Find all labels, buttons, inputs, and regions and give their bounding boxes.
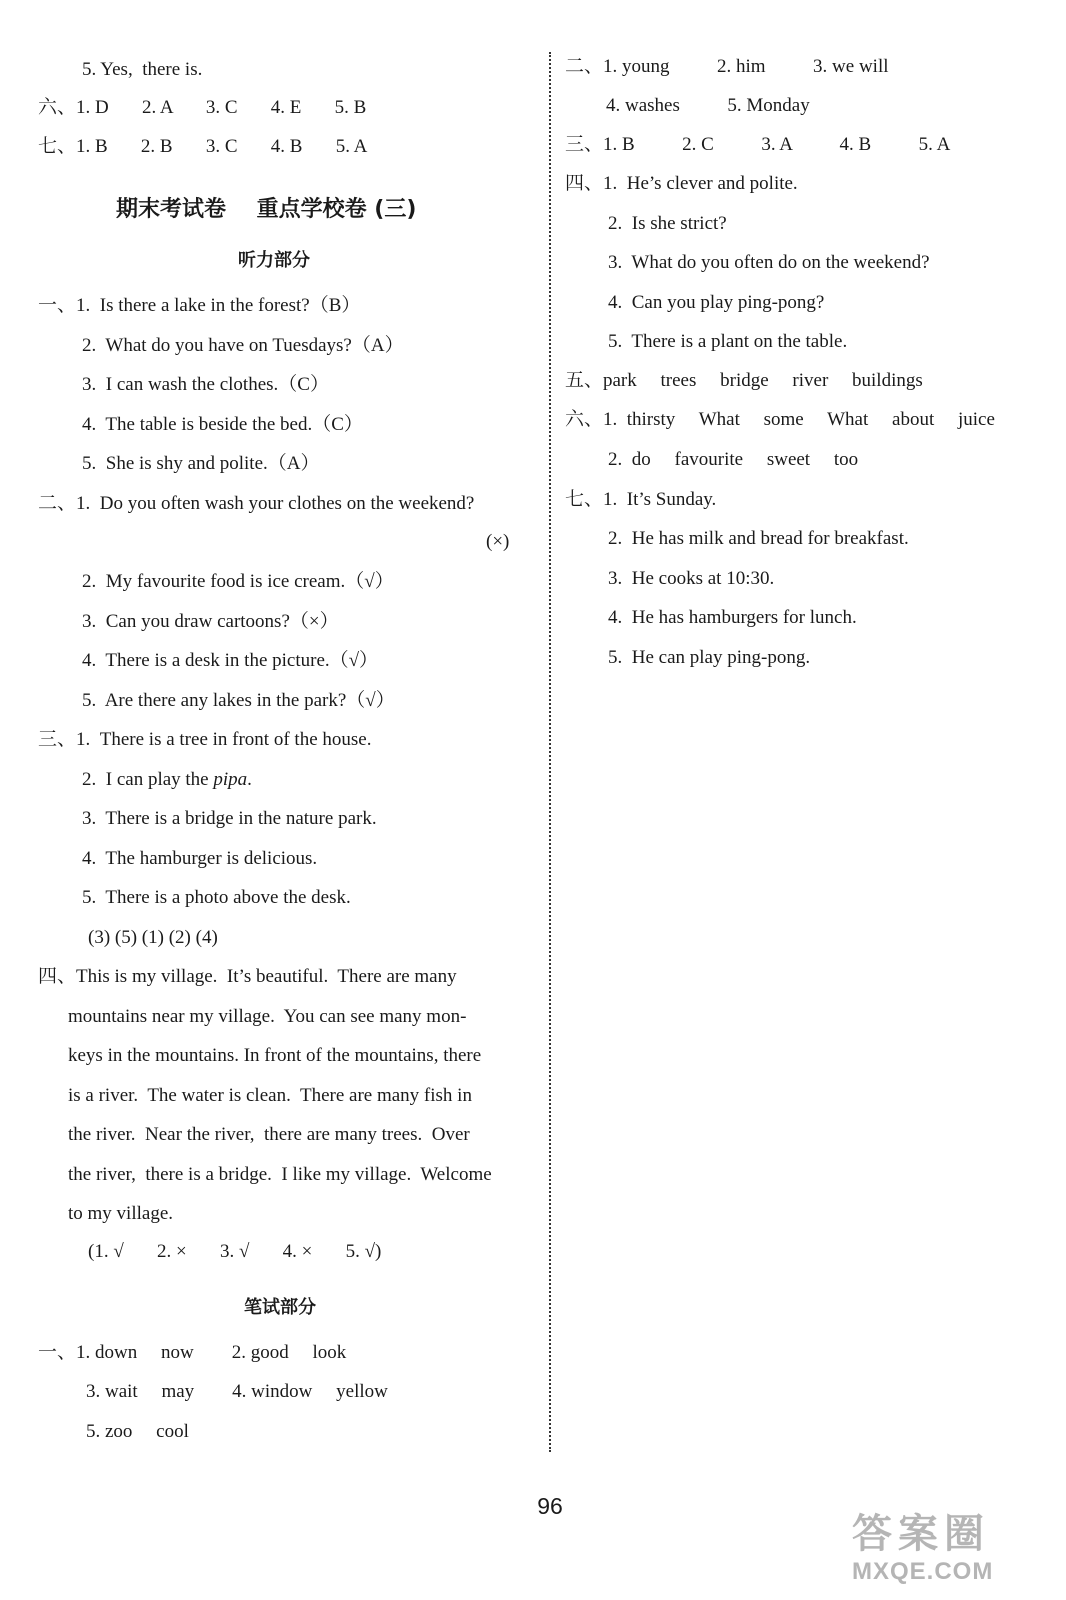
right-sec4-3: 3. What do you often do on the weekend? — [608, 252, 930, 273]
right-sec3: 三、1. B 2. C 3. A 4. B 5. A — [565, 134, 951, 155]
exam-title: 期末考试卷 重点学校卷 (三) — [116, 197, 417, 222]
right-sec2-line-1: 二、1. young 2. him 3. we will — [565, 56, 889, 77]
passage-answers: (1. √ 2. × 3. √ 4. × 5. √) — [88, 1241, 382, 1262]
passage-line-6: the river, there is a bridge. I like my village. Welcome — [68, 1164, 492, 1185]
right-sec6-2: 2. do favourite sweet too — [608, 449, 859, 470]
listening-q1-2: 2. What do you have on Tuesdays?（A） — [82, 335, 404, 356]
right-sec5: 五、park trees bridge river buildings — [565, 370, 923, 391]
listening-q3-5: 5. There is a photo above the desk. — [82, 887, 351, 908]
right-sec7-4: 4. He has hamburgers for lunch. — [608, 607, 857, 628]
listening-q3-1: 三、1. There is a tree in front of the house. — [38, 729, 372, 750]
passage-line-1: 四、This is my village. It’s beautiful. There are many — [38, 966, 457, 987]
passage-line-5: the river. Near the river, there are many trees. Over — [68, 1124, 470, 1145]
right-sec7-5: 5. He can play ping-pong. — [608, 647, 811, 668]
listening-q3-4: 4. The hamburger is delicious. — [82, 848, 318, 869]
listening-q2-2: 2. My favourite food is ice cream.（√） — [82, 571, 394, 592]
q3-2-period: . — [247, 769, 252, 790]
pipa-word: pipa — [213, 769, 248, 790]
passage-line-3: keys in the mountains. In front of the mountains, there — [68, 1045, 482, 1066]
listening-q2-1-mark: (×) — [486, 531, 510, 552]
answer-line: 5. Yes, there is. — [82, 59, 203, 80]
right-sec6-1: 六、1. thirsty What some What about juice — [565, 409, 995, 430]
written-q1-line-2: 3. wait may 4. window yellow — [86, 1381, 388, 1402]
written-q1-line-3: 5. zoo cool — [86, 1421, 189, 1442]
passage-line-2: mountains near my village. You can see many mon- — [68, 1006, 467, 1027]
right-sec4-1: 四、1. He’s clever and polite. — [565, 173, 798, 194]
right-sec2-line-2: 4. washes 5. Monday — [606, 95, 810, 116]
right-sec4-5: 5. There is a plant on the table. — [608, 331, 848, 352]
section-6-answers: 六、1. D 2. A 3. C 4. E 5. B — [38, 97, 367, 118]
right-sec7-1: 七、1. It’s Sunday. — [565, 489, 717, 510]
written-heading: 笔试部分 — [244, 1297, 316, 1318]
listening-q2-5: 5. Are there any lakes in the park?（√） — [82, 690, 395, 711]
written-q1-line-1: 一、1. down now 2. good look — [38, 1342, 347, 1363]
listening-q1-1: 一、1. Is there a lake in the forest?（B） — [38, 295, 361, 316]
right-sec4-4: 4. Can you play ping-pong? — [608, 292, 825, 313]
right-sec4-2: 2. Is she strict? — [608, 213, 727, 234]
listening-q3-order: (3) (5) (1) (2) (4) — [88, 927, 218, 948]
right-sec7-2: 2. He has milk and bread for breakfast. — [608, 528, 909, 549]
listening-q2-4: 4. There is a desk in the picture.（√） — [82, 650, 379, 671]
listening-q1-4: 4. The table is beside the bed.（C） — [82, 414, 363, 435]
listening-q1-3: 3. I can wash the clothes.（C） — [82, 374, 329, 395]
watermark-logo — [852, 1510, 1052, 1596]
listening-q2-3: 3. Can you draw cartoons?（×） — [82, 611, 339, 632]
page-number: 96 — [537, 1493, 563, 1519]
watermark-top: 答案圈 — [852, 1511, 990, 1557]
listening-q3-3: 3. There is a bridge in the nature park. — [82, 808, 377, 829]
listening-q3-2 — [82, 768, 252, 792]
listening-q1-5: 5. She is shy and polite.（A） — [82, 453, 320, 474]
right-sec7-3: 3. He cooks at 10:30. — [608, 568, 775, 589]
section-7-answers: 七、1. B 2. B 3. C 4. B 5. A — [38, 136, 368, 157]
passage-line-4: is a river. The water is clean. There are many fish in — [68, 1085, 472, 1106]
passage-line-7: to my village. — [68, 1203, 174, 1224]
listening-q2-1: 二、1. Do you often wash your clothes on the weekend? — [38, 493, 475, 514]
column-divider — [549, 52, 551, 1452]
watermark-url: MXQE.COM — [852, 1558, 994, 1585]
q3-2-text: 2. I can play the — [82, 769, 214, 790]
listening-heading: 听力部分 — [238, 250, 310, 271]
